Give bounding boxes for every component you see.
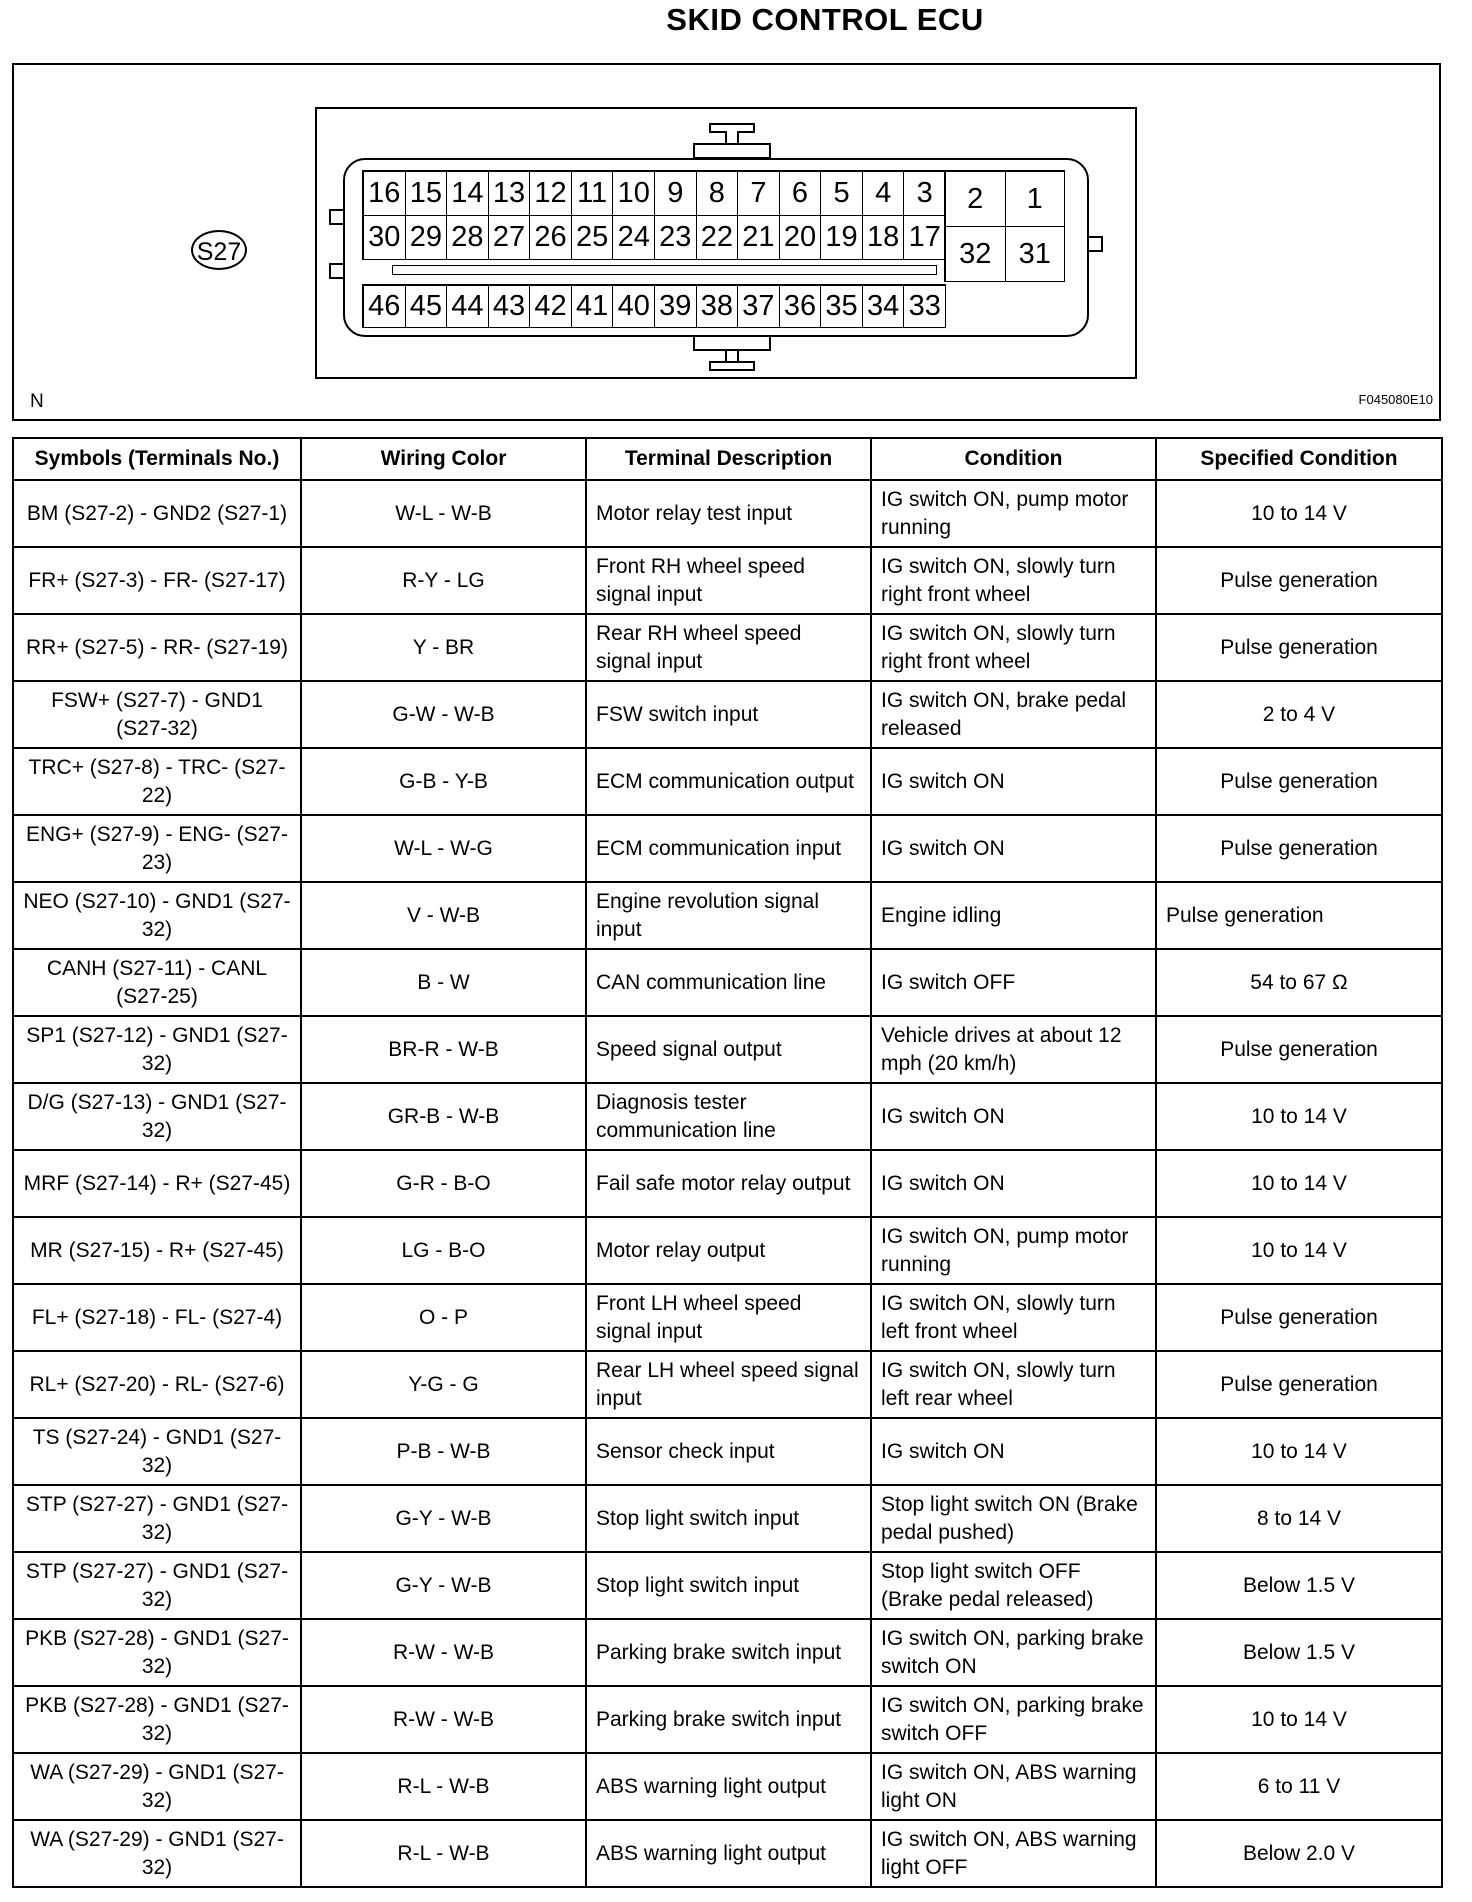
table-row	[13, 1351, 1442, 1418]
cell-terminal-description: ABS warning light output	[586, 1753, 871, 1820]
cell-terminal-description: Rear LH wheel speed signal input	[586, 1351, 871, 1418]
cell-condition: IG switch ON, ABS warning light ON	[871, 1753, 1156, 1820]
cell-symbols: SP1 (S27-12) - GND1 (S27-32)	[13, 1016, 301, 1083]
pin-cell: 38	[697, 286, 739, 328]
pin-cell: 40	[613, 286, 655, 328]
table-row	[13, 1150, 1442, 1217]
connector-slot	[392, 265, 937, 275]
cell-terminal-description: FSW switch input	[586, 681, 871, 748]
cell-symbols: MR (S27-15) - R+ (S27-45)	[13, 1217, 301, 1284]
pin-cell: 2	[946, 172, 1006, 227]
cell-wiring-color: LG - B-O	[301, 1217, 586, 1284]
cell-terminal-description: Front RH wheel speed signal input	[586, 547, 871, 614]
table-row	[13, 480, 1442, 547]
connector-label: S27	[191, 230, 247, 270]
pin-cell: 4	[863, 172, 905, 216]
cell-symbols: D/G (S27-13) - GND1 (S27-32)	[13, 1083, 301, 1150]
cell-wiring-color: G-B - Y-B	[301, 748, 586, 815]
pin-cell: 30	[364, 216, 406, 260]
cell-symbols: NEO (S27-10) - GND1 (S27-32)	[13, 882, 301, 949]
cell-symbols: TRC+ (S27-8) - TRC- (S27-22)	[13, 748, 301, 815]
cell-wiring-color: R-L - W-B	[301, 1753, 586, 1820]
cell-condition: IG switch ON, pump motor running	[871, 1217, 1156, 1284]
cell-symbols: FR+ (S27-3) - FR- (S27-17)	[13, 547, 301, 614]
cell-wiring-color: B - W	[301, 949, 586, 1016]
cell-specified-condition: 10 to 14 V	[1156, 1217, 1442, 1284]
pin-cell: 18	[863, 216, 905, 260]
cell-condition: Stop light switch ON (Brake pedal pushed)	[871, 1485, 1156, 1552]
table-row	[13, 882, 1442, 949]
header-symbols: Symbols (Terminals No.)	[13, 438, 301, 480]
pin-cell: 21	[738, 216, 780, 260]
cell-condition: IG switch ON, parking brake switch OFF	[871, 1686, 1156, 1753]
cell-symbols: BM (S27-2) - GND2 (S27-1)	[13, 480, 301, 547]
pin-cell: 8	[697, 172, 739, 216]
cell-condition: Engine idling	[871, 882, 1156, 949]
cell-wiring-color: O - P	[301, 1284, 586, 1351]
table-row	[13, 614, 1442, 681]
pin-cell: 19	[821, 216, 863, 260]
cell-symbols: FSW+ (S27-7) - GND1 (S27-32)	[13, 681, 301, 748]
cell-specified-condition: 2 to 4 V	[1156, 681, 1442, 748]
table-row	[13, 1083, 1442, 1150]
table-row	[13, 1418, 1442, 1485]
cell-condition: IG switch ON, slowly turn left rear wheel	[871, 1351, 1156, 1418]
cell-condition: Vehicle drives at about 12 mph (20 km/h)	[871, 1016, 1156, 1083]
cell-specified-condition: 10 to 14 V	[1156, 1686, 1442, 1753]
cell-symbols: WA (S27-29) - GND1 (S27-32)	[13, 1820, 301, 1887]
header-wiring-color: Wiring Color	[301, 438, 586, 480]
cell-specified-condition: 10 to 14 V	[1156, 480, 1442, 547]
pin-cell: 29	[406, 216, 448, 260]
pin-cell: 14	[447, 172, 489, 216]
table-header-row	[13, 438, 1442, 480]
cell-condition: IG switch ON, ABS warning light OFF	[871, 1820, 1156, 1887]
cell-specified-condition: 10 to 14 V	[1156, 1418, 1442, 1485]
cell-condition: IG switch ON, slowly turn right front wheel	[871, 547, 1156, 614]
pin-cell: 7	[738, 172, 780, 216]
cell-condition: IG switch ON, brake pedal released	[871, 681, 1156, 748]
cell-terminal-description: Fail safe motor relay output	[586, 1150, 871, 1217]
header-specified-condition: Specified Condition	[1156, 438, 1442, 480]
cell-specified-condition: Pulse generation	[1156, 547, 1442, 614]
cell-condition: IG switch ON, pump motor running	[871, 480, 1156, 547]
pin-cell: 26	[530, 216, 572, 260]
cell-symbols: TS (S27-24) - GND1 (S27-32)	[13, 1418, 301, 1485]
cell-symbols: PKB (S27-28) - GND1 (S27-32)	[13, 1619, 301, 1686]
cell-condition: IG switch ON, slowly turn left front wheel	[871, 1284, 1156, 1351]
pin-cell: 15	[406, 172, 448, 216]
pin-cell: 23	[655, 216, 697, 260]
pin-cell: 31	[1006, 227, 1066, 282]
cell-symbols: STP (S27-27) - GND1 (S27-32)	[13, 1552, 301, 1619]
cell-terminal-description: Motor relay test input	[586, 480, 871, 547]
table-row	[13, 815, 1442, 882]
table-row	[13, 1619, 1442, 1686]
cell-terminal-description: ECM communication output	[586, 748, 871, 815]
cell-terminal-description: Rear RH wheel speed signal input	[586, 614, 871, 681]
header-terminal-description: Terminal Description	[586, 438, 871, 480]
pin-cell: 33	[904, 286, 946, 328]
cell-wiring-color: G-Y - W-B	[301, 1552, 586, 1619]
pin-cell: 37	[738, 286, 780, 328]
cell-wiring-color: W-L - W-B	[301, 480, 586, 547]
cell-wiring-color: P-B - W-B	[301, 1418, 586, 1485]
pin-cell: 13	[489, 172, 531, 216]
pin-cell: 44	[447, 286, 489, 328]
cell-terminal-description: ECM communication input	[586, 815, 871, 882]
pin-cell: 5	[821, 172, 863, 216]
cell-specified-condition: Below 1.5 V	[1156, 1619, 1442, 1686]
connector-body	[343, 158, 1089, 337]
table-row	[13, 547, 1442, 614]
cell-condition: IG switch ON	[871, 1418, 1156, 1485]
cell-terminal-description: ABS warning light output	[586, 1820, 871, 1887]
cell-specified-condition: 10 to 14 V	[1156, 1150, 1442, 1217]
cell-condition: IG switch ON, parking brake switch ON	[871, 1619, 1156, 1686]
cell-wiring-color: W-L - W-G	[301, 815, 586, 882]
cell-terminal-description: Motor relay output	[586, 1217, 871, 1284]
pin-cell: 6	[780, 172, 822, 216]
pin-cell: 46	[364, 286, 406, 328]
pin-cell: 24	[613, 216, 655, 260]
figure-code: F045080E10	[1358, 392, 1433, 407]
cell-specified-condition: Below 1.5 V	[1156, 1552, 1442, 1619]
cell-specified-condition: 6 to 11 V	[1156, 1753, 1442, 1820]
cell-condition: IG switch ON, slowly turn right front wheel	[871, 614, 1156, 681]
table-row	[13, 1284, 1442, 1351]
table-row	[13, 748, 1442, 815]
cell-terminal-description: Engine revolution signal input	[586, 882, 871, 949]
table-row	[13, 1016, 1442, 1083]
pin-cell: 27	[489, 216, 531, 260]
pin-cell: 10	[613, 172, 655, 216]
table-row	[13, 1686, 1442, 1753]
key-right	[1087, 236, 1103, 252]
cell-condition: IG switch ON	[871, 1150, 1156, 1217]
cell-wiring-color: R-Y - LG	[301, 547, 586, 614]
pin-cell: 41	[572, 286, 614, 328]
table-row	[13, 1485, 1442, 1552]
pin-cell: 20	[780, 216, 822, 260]
cell-specified-condition: Pulse generation	[1156, 1284, 1442, 1351]
cell-condition: IG switch ON	[871, 748, 1156, 815]
pin-cell: 22	[697, 216, 739, 260]
pin-cell: 35	[821, 286, 863, 328]
cell-specified-condition: Pulse generation	[1156, 1016, 1442, 1083]
cell-terminal-description: Stop light switch input	[586, 1552, 871, 1619]
cell-terminal-description: Stop light switch input	[586, 1485, 871, 1552]
cell-terminal-description: CAN communication line	[586, 949, 871, 1016]
pin-cell: 45	[406, 286, 448, 328]
cell-wiring-color: R-W - W-B	[301, 1619, 586, 1686]
pin-cell: 17	[904, 216, 946, 260]
cell-wiring-color: BR-R - W-B	[301, 1016, 586, 1083]
pin-cell: 16	[364, 172, 406, 216]
cell-symbols: FL+ (S27-18) - FL- (S27-4)	[13, 1284, 301, 1351]
cell-symbols: RR+ (S27-5) - RR- (S27-19)	[13, 614, 301, 681]
latch-bottom-cap	[709, 361, 755, 371]
table-row	[13, 1820, 1442, 1887]
cell-specified-condition: Below 2.0 V	[1156, 1820, 1442, 1887]
header-condition: Condition	[871, 438, 1156, 480]
cell-specified-condition: 8 to 14 V	[1156, 1485, 1442, 1552]
cell-specified-condition: Pulse generation	[1156, 882, 1442, 949]
cell-wiring-color: G-R - B-O	[301, 1150, 586, 1217]
cell-wiring-color: V - W-B	[301, 882, 586, 949]
connector-figure	[12, 63, 1441, 421]
table-row	[13, 1552, 1442, 1619]
cell-specified-condition: Pulse generation	[1156, 614, 1442, 681]
page-title: SKID CONTROL ECU	[666, 2, 984, 37]
cell-wiring-color: R-L - W-B	[301, 1820, 586, 1887]
connector-diagram	[315, 107, 1137, 379]
cell-symbols: ENG+ (S27-9) - ENG- (S27-23)	[13, 815, 301, 882]
table-row	[13, 1753, 1442, 1820]
cell-symbols: WA (S27-29) - GND1 (S27-32)	[13, 1753, 301, 1820]
cell-condition: IG switch ON	[871, 815, 1156, 882]
pin-cell: 12	[530, 172, 572, 216]
cell-terminal-description: Parking brake switch input	[586, 1619, 871, 1686]
pin-cell: 28	[447, 216, 489, 260]
pin-cell: 34	[863, 286, 905, 328]
cell-terminal-description: Front LH wheel speed signal input	[586, 1284, 871, 1351]
cell-wiring-color: G-W - W-B	[301, 681, 586, 748]
pin-cell: 25	[572, 216, 614, 260]
pin-cell: 39	[655, 286, 697, 328]
pin-cell: 1	[1006, 172, 1066, 227]
cell-symbols: PKB (S27-28) - GND1 (S27-32)	[13, 1686, 301, 1753]
cell-condition: Stop light switch OFF (Brake pedal released)	[871, 1552, 1156, 1619]
terminal-spec-table	[12, 437, 1443, 1888]
cell-specified-condition: Pulse generation	[1156, 748, 1442, 815]
table-row	[13, 681, 1442, 748]
cell-terminal-description: Sensor check input	[586, 1418, 871, 1485]
cell-specified-condition: Pulse generation	[1156, 815, 1442, 882]
cell-wiring-color: Y - BR	[301, 614, 586, 681]
cell-symbols: RL+ (S27-20) - RL- (S27-6)	[13, 1351, 301, 1418]
pin-cell: 32	[946, 227, 1006, 282]
cell-symbols: STP (S27-27) - GND1 (S27-32)	[13, 1485, 301, 1552]
pin-cell: 43	[489, 286, 531, 328]
table-row	[13, 949, 1442, 1016]
cell-terminal-description: Speed signal output	[586, 1016, 871, 1083]
pin-cell: 3	[904, 172, 946, 216]
pin-cell: 36	[780, 286, 822, 328]
cell-terminal-description: Diagnosis tester communication line	[586, 1083, 871, 1150]
cell-specified-condition: Pulse generation	[1156, 1351, 1442, 1418]
pin-grid-upper	[362, 170, 946, 260]
pin-cell: 42	[530, 286, 572, 328]
latch-top-base	[693, 143, 771, 159]
cell-wiring-color: G-Y - W-B	[301, 1485, 586, 1552]
pin-cell: 9	[655, 172, 697, 216]
pin-grid-right	[944, 170, 1065, 282]
table-row	[13, 1217, 1442, 1284]
cell-wiring-color: R-W - W-B	[301, 1686, 586, 1753]
cell-specified-condition: 54 to 67 Ω	[1156, 949, 1442, 1016]
cell-symbols: MRF (S27-14) - R+ (S27-45)	[13, 1150, 301, 1217]
cell-wiring-color: Y-G - G	[301, 1351, 586, 1418]
cell-terminal-description: Parking brake switch input	[586, 1686, 871, 1753]
pin-cell: 11	[572, 172, 614, 216]
cell-wiring-color: GR-B - W-B	[301, 1083, 586, 1150]
cell-condition: IG switch OFF	[871, 949, 1156, 1016]
cell-specified-condition: 10 to 14 V	[1156, 1083, 1442, 1150]
pin-grid-lower	[362, 284, 946, 328]
orientation-mark: N	[30, 391, 44, 412]
cell-symbols: CANH (S27-11) - CANL (S27-25)	[13, 949, 301, 1016]
cell-condition: IG switch ON	[871, 1083, 1156, 1150]
